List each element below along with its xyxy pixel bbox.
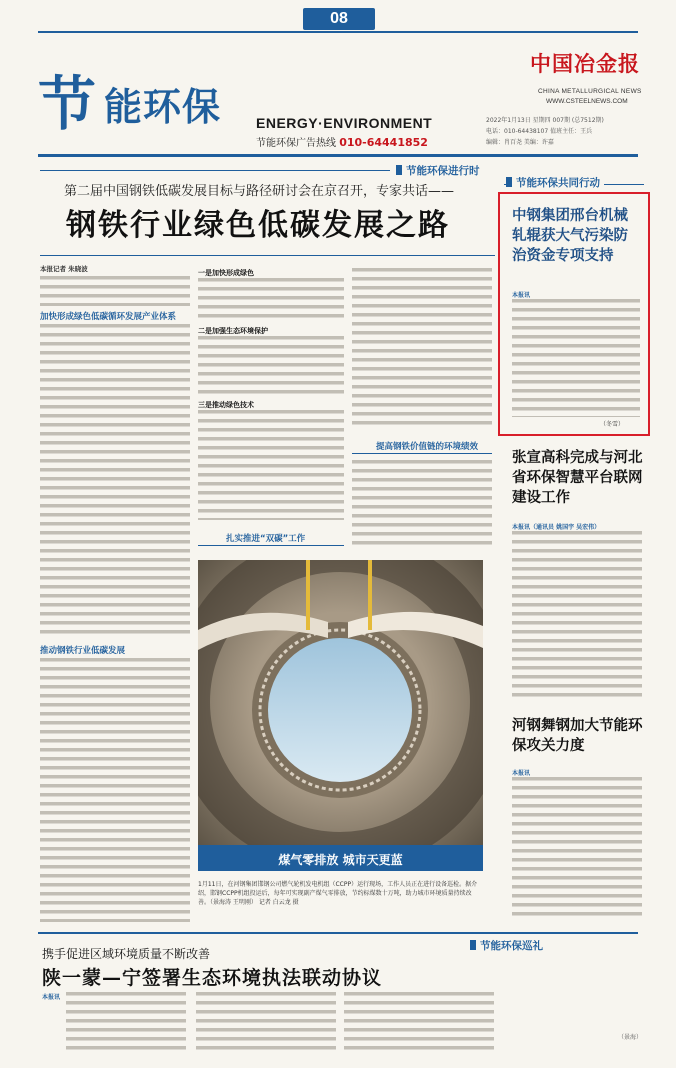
page-number: 08	[303, 8, 375, 30]
inline-subhead: 一是加快形成绿色	[198, 269, 254, 277]
article-body-text	[40, 658, 190, 922]
section-title-rest: 能环保	[104, 84, 222, 129]
right-article-2-title[interactable]: 张宣高科完成与河北省环保智慧平台联网建设工作	[512, 450, 643, 506]
right-article-1-title[interactable]: 中钢集团邢台机械轧辊获大气污染防治资金专项支持	[512, 208, 628, 264]
inline-subhead: 三是推动绿色技术	[198, 401, 254, 409]
photo-title: 煤气零排放 城市天更蓝	[278, 853, 403, 867]
article-body-text	[512, 531, 642, 701]
header-rule	[38, 31, 638, 33]
article-body-text	[40, 324, 190, 634]
ad-hotline-label: 节能环保广告热线	[256, 138, 336, 149]
ad-hotline	[256, 134, 428, 149]
column-tag-bottom: 节能环保巡礼	[470, 938, 543, 953]
column-tag-right: 节能环保共同行动	[506, 175, 604, 190]
contact-info: 电话：010-64438107 值班主任：王兵	[486, 128, 593, 135]
photo-caption: 1月11日，在河钢集团邯钢公司燃气轮机发电机组（CCPP）运行现场，工作人员正在进行设备巡检。据介绍，邯钢CCPP机组投运后，每年可实现副产煤气零排放，节约标煤数十万吨，助力城市环境质量持续改善。（景海涛 王明刚） 记者 白云龙 摄	[198, 881, 478, 906]
column-tag-rule	[40, 170, 390, 171]
article-subhead: 提高钢铁价值链的环境绩效	[376, 442, 479, 452]
subhead-rule	[198, 545, 344, 546]
newspaper-url[interactable]: WWW.CSTEELNEWS.COM	[546, 98, 628, 105]
right-article-1-end: （冬雪）	[600, 421, 625, 428]
inline-subhead: 二是加强生态环境保护	[198, 327, 268, 335]
section-english-title: ENERGY·ENVIRONMENT	[256, 115, 433, 131]
article-subhead: 加快形成绿色低碳循环发展产业体系	[40, 312, 177, 322]
article-body-text	[512, 299, 640, 417]
article-body-text	[196, 992, 336, 1054]
right-article-1-byline: 本报讯	[512, 292, 531, 299]
cooling-tower-illustration	[198, 560, 483, 845]
article-body-text	[66, 992, 186, 1054]
ad-hotline-number: 010-64441852	[339, 136, 428, 149]
article-byline: 本报记者 朱晓波	[40, 265, 88, 273]
article-body-text	[198, 410, 344, 520]
right-article-3-title[interactable]: 河钢舞钢加大节能环保攻关力度	[512, 718, 643, 754]
column-tag-main: 节能环保进行时	[396, 163, 480, 178]
article-body-text	[352, 460, 492, 548]
article-headline[interactable]: 钢铁行业绿色低碳发展之路	[66, 208, 450, 243]
section-band	[38, 154, 638, 157]
section-title-first-char: 节	[38, 70, 97, 138]
article-kicker: 第二届中国钢铁低碳发展目标与路径研讨会在京召开，专家共话——	[64, 184, 455, 199]
subhead-rule	[352, 453, 492, 454]
article-body-text	[352, 268, 492, 428]
right-article-2-byline: 本报讯（通讯员 姚国宇 吴宏伟）	[512, 524, 601, 531]
bottom-section-rule	[38, 932, 638, 934]
editor-info: 编辑：肖百尧 美编：许嘉	[486, 139, 554, 146]
article-body-text	[512, 777, 642, 917]
article-subhead: 扎实推进“双碳”工作	[226, 534, 306, 544]
right-article-3-end: （景海）	[618, 1034, 643, 1041]
newspaper-logo: 中国冶金报	[530, 51, 640, 76]
article-subhead: 推动钢铁行业低碳发展	[40, 646, 126, 656]
bottom-article-headline[interactable]: 陕一蒙—宁签署生态环境执法联动协议	[42, 967, 383, 989]
article-body-text	[344, 992, 494, 1054]
headline-rule	[40, 255, 495, 256]
bottom-article-kicker: 携手促进区域环境质量不断改善	[42, 947, 211, 961]
article-body-text	[198, 336, 344, 396]
article-body-text	[198, 278, 344, 322]
issue-date: 2022年1月13日 星期四 007期 (总7512期)	[486, 117, 604, 124]
news-photo-cooling-tower	[198, 560, 483, 845]
article-body-text	[40, 276, 190, 306]
newspaper-logo-english: CHINA METALLURGICAL NEWS	[538, 88, 642, 95]
bottom-article-byline: 本报讯	[42, 994, 61, 1001]
right-article-3-byline: 本报讯	[512, 770, 531, 777]
